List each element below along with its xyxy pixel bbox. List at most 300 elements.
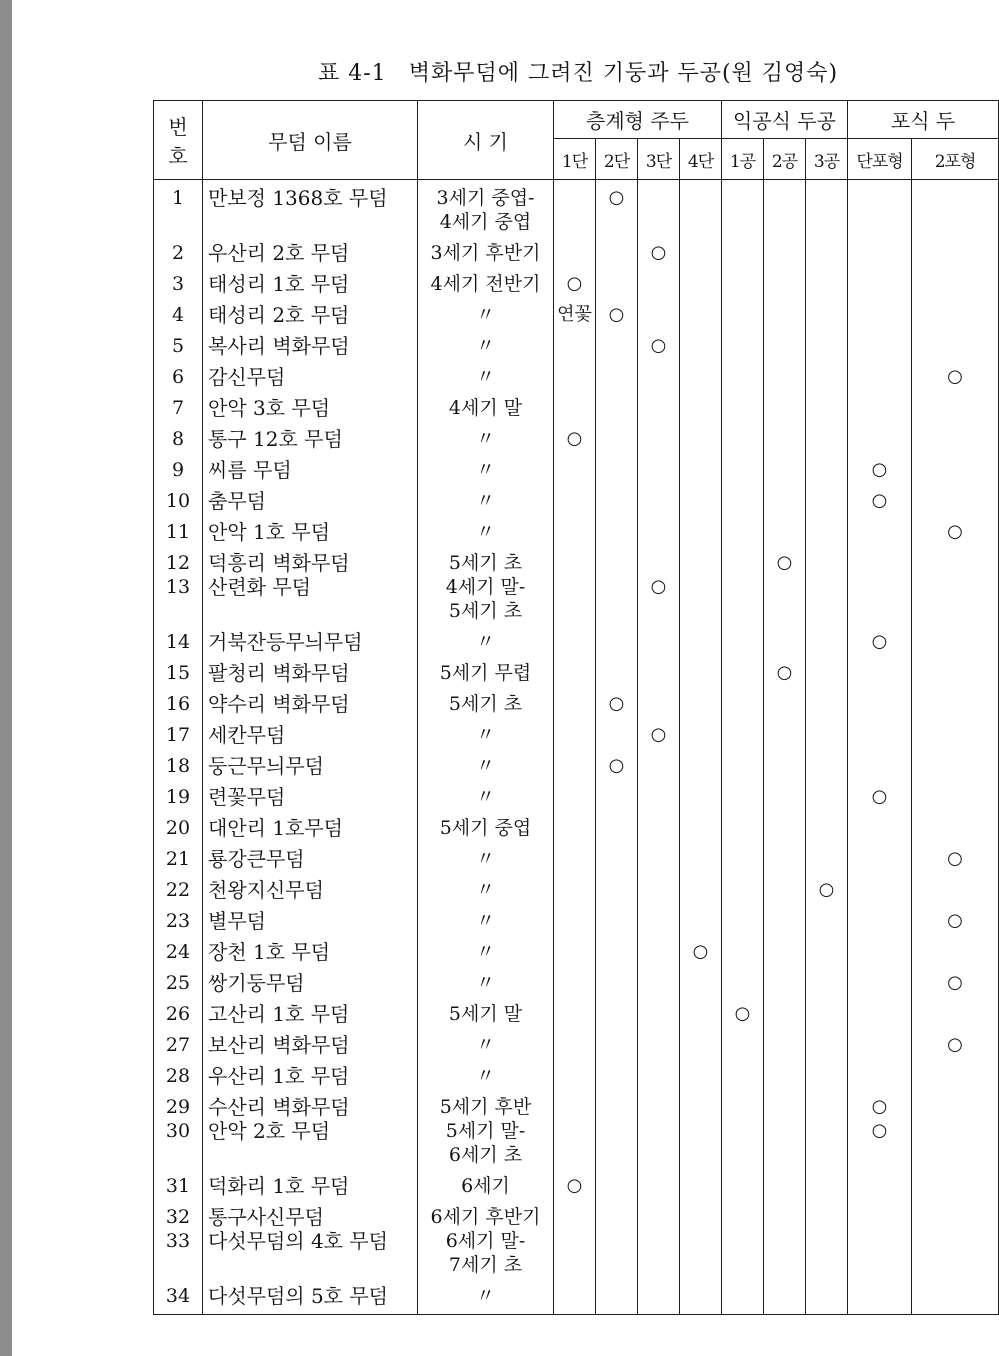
table-row xyxy=(154,451,999,482)
mark-cell xyxy=(848,654,912,685)
mark-cell xyxy=(638,933,680,964)
mark-cell xyxy=(554,747,596,778)
period-line: 〃 xyxy=(475,490,495,512)
mark-cell xyxy=(806,575,848,623)
mark-cell xyxy=(596,1277,638,1315)
table-row xyxy=(154,327,999,358)
period-line: 4세기 중엽 xyxy=(439,211,532,233)
mark-cell xyxy=(680,358,722,389)
tomb-period xyxy=(418,747,554,778)
mark-cell xyxy=(680,747,722,778)
period-line: 〃 xyxy=(475,848,495,870)
tomb-name: 보산리 벽화무덤 xyxy=(203,1026,418,1057)
tomb-name: 련꽃무덤 xyxy=(203,778,418,809)
mark-cell xyxy=(848,180,912,235)
table-row xyxy=(154,265,999,296)
mark-cell xyxy=(722,933,764,964)
row-number: 20 xyxy=(154,809,203,840)
mark-cell xyxy=(848,1229,912,1277)
row-number: 34 xyxy=(154,1277,203,1315)
mark-cell xyxy=(596,1119,638,1167)
tomb-name: 별무덤 xyxy=(203,902,418,933)
mark-cell xyxy=(722,358,764,389)
table-caption xyxy=(318,56,838,87)
tomb-name: 복사리 벽화무덤 xyxy=(203,327,418,358)
table-row xyxy=(154,1119,999,1167)
mark-cell xyxy=(638,420,680,451)
period-line: 〃 xyxy=(475,724,495,746)
mark-cell xyxy=(848,296,912,327)
mark-cell xyxy=(554,1198,596,1229)
table-row xyxy=(154,420,999,451)
mark-cell: ○ xyxy=(638,234,680,265)
mark-cell xyxy=(638,623,680,654)
mark-cell xyxy=(806,933,848,964)
mark-cell xyxy=(806,389,848,420)
mark-cell xyxy=(638,180,680,235)
mark-cell xyxy=(680,654,722,685)
mark-cell xyxy=(912,296,999,327)
mark-cell xyxy=(596,234,638,265)
mark-cell xyxy=(554,1088,596,1119)
mark-cell xyxy=(764,747,806,778)
mark-cell xyxy=(554,871,596,902)
mark-cell xyxy=(764,482,806,513)
mark-cell xyxy=(680,420,722,451)
mark-cell xyxy=(596,902,638,933)
row-number: 11 xyxy=(154,513,203,544)
mark-cell xyxy=(764,180,806,235)
mark-cell xyxy=(764,296,806,327)
mark-cell xyxy=(638,840,680,871)
mark-cell xyxy=(764,1026,806,1057)
tomb-name: 태성리 2호 무덤 xyxy=(203,296,418,327)
mark-cell xyxy=(680,716,722,747)
mark-cell xyxy=(638,1277,680,1315)
mark-cell xyxy=(638,1167,680,1198)
tomb-name: 쌍기둥무덤 xyxy=(203,964,418,995)
mark-cell xyxy=(848,840,912,871)
mark-cell xyxy=(848,265,912,296)
mark-cell xyxy=(722,482,764,513)
mark-cell xyxy=(680,809,722,840)
row-number: 27 xyxy=(154,1026,203,1057)
mark-cell xyxy=(764,902,806,933)
header-group-posik: 포식 두 xyxy=(848,101,999,139)
mark-cell: ○ xyxy=(764,544,806,575)
mark-cell: ○ xyxy=(764,654,806,685)
mark-cell xyxy=(638,747,680,778)
mark-cell: ○ xyxy=(596,685,638,716)
mark-cell xyxy=(848,685,912,716)
mark-cell xyxy=(554,513,596,544)
period-line: 〃 xyxy=(475,941,495,963)
mark-cell xyxy=(596,358,638,389)
mark-cell xyxy=(764,1229,806,1277)
mark-cell xyxy=(722,327,764,358)
tomb-period xyxy=(418,420,554,451)
mark-cell xyxy=(722,747,764,778)
mark-cell xyxy=(764,265,806,296)
mark-cell xyxy=(554,809,596,840)
mark-cell xyxy=(596,265,638,296)
tomb-name: 다섯무덤의 5호 무덤 xyxy=(203,1277,418,1315)
mark-cell xyxy=(848,716,912,747)
mark-cell xyxy=(764,933,806,964)
tomb-name: 우산리 1호 무덤 xyxy=(203,1057,418,1088)
table-row xyxy=(154,902,999,933)
tomb-name: 덕화리 1호 무덤 xyxy=(203,1167,418,1198)
header-group-pillar: 층계형 주두 xyxy=(554,101,722,139)
mark-cell xyxy=(806,482,848,513)
mark-cell xyxy=(912,1198,999,1229)
row-number: 15 xyxy=(154,654,203,685)
tomb-period xyxy=(418,995,554,1026)
mark-cell xyxy=(764,1277,806,1315)
mark-cell xyxy=(554,964,596,995)
row-number: 32 xyxy=(154,1198,203,1229)
mark-cell xyxy=(596,1167,638,1198)
mark-cell xyxy=(638,964,680,995)
row-number: 22 xyxy=(154,871,203,902)
mark-cell xyxy=(554,1277,596,1315)
table-row xyxy=(154,747,999,778)
mark-cell xyxy=(680,513,722,544)
left-margin-bar xyxy=(0,0,12,1356)
period-line: 〃 xyxy=(475,879,495,901)
period-line: 〃 xyxy=(475,786,495,808)
mark-cell: ○ xyxy=(912,902,999,933)
tomb-name: 팔청리 벽화무덤 xyxy=(203,654,418,685)
mark-cell xyxy=(638,809,680,840)
period-line: 〃 xyxy=(475,1285,495,1307)
mark-cell xyxy=(848,747,912,778)
table-row xyxy=(154,933,999,964)
mark-cell xyxy=(764,623,806,654)
mark-cell xyxy=(680,180,722,235)
mark-cell xyxy=(638,1119,680,1167)
period-line: 4세기 말- xyxy=(445,576,526,598)
row-number: 9 xyxy=(154,451,203,482)
table-row xyxy=(154,513,999,544)
mark-cell xyxy=(848,933,912,964)
mark-cell xyxy=(912,933,999,964)
mark-cell xyxy=(638,871,680,902)
mark-cell xyxy=(806,358,848,389)
mark-cell xyxy=(806,1119,848,1167)
mark-cell xyxy=(554,778,596,809)
tomb-period xyxy=(418,1229,554,1277)
mark-cell: 연꽃 xyxy=(554,296,596,327)
mark-cell xyxy=(848,1057,912,1088)
mark-cell: ○ xyxy=(638,575,680,623)
mark-cell xyxy=(638,1229,680,1277)
tomb-name: 거북잔등무늬무덤 xyxy=(203,623,418,654)
mark-cell xyxy=(680,451,722,482)
period-line: 〃 xyxy=(475,755,495,777)
mark-cell xyxy=(806,234,848,265)
tomb-name: 덕흥리 벽화무덤 xyxy=(203,544,418,575)
mark-cell xyxy=(596,654,638,685)
tomb-name: 산련화 무덤 xyxy=(203,575,418,623)
tomb-period xyxy=(418,234,554,265)
mark-cell xyxy=(722,265,764,296)
tomb-name: 통구 12호 무덤 xyxy=(203,420,418,451)
table-row xyxy=(154,1057,999,1088)
mark-cell xyxy=(912,327,999,358)
mark-cell xyxy=(806,1167,848,1198)
mark-cell xyxy=(722,902,764,933)
mark-cell xyxy=(554,575,596,623)
tomb-period xyxy=(418,871,554,902)
tomb-name: 안악 2호 무덤 xyxy=(203,1119,418,1167)
sub-header-cell: 2포형 xyxy=(912,139,999,180)
mark-cell xyxy=(912,809,999,840)
period-line: 〃 xyxy=(475,1065,495,1087)
table-row xyxy=(154,995,999,1026)
period-line: 5세기 초 xyxy=(448,552,523,574)
mark-cell xyxy=(912,1167,999,1198)
mark-cell xyxy=(764,778,806,809)
tomb-name: 천왕지신무덤 xyxy=(203,871,418,902)
period-line: 〃 xyxy=(475,521,495,543)
tomb-period xyxy=(418,902,554,933)
mark-cell xyxy=(722,180,764,235)
table-row xyxy=(154,482,999,513)
mark-cell xyxy=(722,1277,764,1315)
mark-cell xyxy=(764,964,806,995)
row-number: 29 xyxy=(154,1088,203,1119)
mark-cell xyxy=(722,840,764,871)
row-number: 13 xyxy=(154,575,203,623)
mark-cell xyxy=(596,575,638,623)
mark-cell xyxy=(764,420,806,451)
period-line: 〃 xyxy=(475,972,495,994)
mark-cell: ○ xyxy=(848,778,912,809)
tomb-period xyxy=(418,716,554,747)
mark-cell xyxy=(806,685,848,716)
mark-cell: ○ xyxy=(848,1119,912,1167)
mark-cell xyxy=(764,451,806,482)
tomb-name: 씨름 무덤 xyxy=(203,451,418,482)
mark-cell: ○ xyxy=(638,327,680,358)
sub-header-cell: 1공 xyxy=(722,139,764,180)
tomb-name: 안악 3호 무덤 xyxy=(203,389,418,420)
mark-cell xyxy=(638,995,680,1026)
sub-header-cell: 3공 xyxy=(806,139,848,180)
mark-cell xyxy=(680,1057,722,1088)
mark-cell xyxy=(806,1198,848,1229)
mark-cell xyxy=(806,265,848,296)
mark-cell xyxy=(638,451,680,482)
mark-cell xyxy=(554,716,596,747)
mark-cell xyxy=(912,623,999,654)
period-line: 〃 xyxy=(475,631,495,653)
mark-cell xyxy=(806,747,848,778)
header-period: 시 기 xyxy=(418,101,554,180)
mark-cell xyxy=(848,575,912,623)
mark-cell: ○ xyxy=(912,358,999,389)
row-number: 33 xyxy=(154,1229,203,1277)
mark-cell xyxy=(722,778,764,809)
mark-cell xyxy=(680,1026,722,1057)
row-number: 17 xyxy=(154,716,203,747)
mark-cell xyxy=(722,809,764,840)
period-line: 6세기 초 xyxy=(448,1144,523,1166)
mark-cell xyxy=(680,1167,722,1198)
mark-cell xyxy=(912,747,999,778)
mark-cell xyxy=(806,1088,848,1119)
mark-cell xyxy=(764,358,806,389)
tomb-name: 약수리 벽화무덤 xyxy=(203,685,418,716)
mark-cell xyxy=(764,995,806,1026)
row-number: 28 xyxy=(154,1057,203,1088)
tomb-table xyxy=(153,100,999,1315)
mark-cell xyxy=(912,1057,999,1088)
row-number: 3 xyxy=(154,265,203,296)
mark-cell xyxy=(638,296,680,327)
mark-cell xyxy=(722,544,764,575)
mark-cell xyxy=(764,840,806,871)
tomb-name: 장천 1호 무덤 xyxy=(203,933,418,964)
mark-cell xyxy=(554,358,596,389)
table-row xyxy=(154,296,999,327)
row-number: 14 xyxy=(154,623,203,654)
mark-cell xyxy=(638,358,680,389)
mark-cell xyxy=(912,544,999,575)
mark-cell xyxy=(912,995,999,1026)
mark-cell xyxy=(722,964,764,995)
tomb-period xyxy=(418,1119,554,1167)
mark-cell xyxy=(806,964,848,995)
mark-cell xyxy=(764,513,806,544)
mark-cell xyxy=(554,1026,596,1057)
mark-cell xyxy=(680,1198,722,1229)
row-number: 23 xyxy=(154,902,203,933)
tomb-name: 고산리 1호 무덤 xyxy=(203,995,418,1026)
mark-cell xyxy=(596,482,638,513)
mark-cell xyxy=(912,1119,999,1167)
mark-cell xyxy=(848,1167,912,1198)
mark-cell xyxy=(912,1277,999,1315)
mark-cell xyxy=(638,265,680,296)
row-number: 19 xyxy=(154,778,203,809)
mark-cell xyxy=(680,327,722,358)
mark-cell xyxy=(912,575,999,623)
mark-cell xyxy=(764,389,806,420)
tomb-name: 대안리 1호무덤 xyxy=(203,809,418,840)
tomb-period xyxy=(418,809,554,840)
mark-cell xyxy=(680,544,722,575)
mark-cell xyxy=(806,654,848,685)
period-line: 〃 xyxy=(475,459,495,481)
sub-header-cell: 2공 xyxy=(764,139,806,180)
mark-cell: ○ xyxy=(596,747,638,778)
tomb-period xyxy=(418,1088,554,1119)
mark-cell xyxy=(680,685,722,716)
mark-cell xyxy=(596,933,638,964)
mark-cell xyxy=(554,482,596,513)
mark-cell xyxy=(848,964,912,995)
table-row xyxy=(154,1026,999,1057)
mark-cell xyxy=(680,389,722,420)
mark-cell xyxy=(554,451,596,482)
mark-cell: ○ xyxy=(554,265,596,296)
mark-cell xyxy=(722,420,764,451)
period-line: 5세기 중엽 xyxy=(439,817,532,839)
tomb-period xyxy=(418,513,554,544)
tomb-name: 룡강큰무덤 xyxy=(203,840,418,871)
mark-cell xyxy=(764,1119,806,1167)
mark-cell xyxy=(554,327,596,358)
mark-cell xyxy=(722,1119,764,1167)
row-number: 16 xyxy=(154,685,203,716)
period-line: 〃 xyxy=(475,366,495,388)
mark-cell xyxy=(638,513,680,544)
sub-header-cell: 단포형 xyxy=(848,139,912,180)
mark-cell xyxy=(596,420,638,451)
mark-cell xyxy=(554,1119,596,1167)
mark-cell xyxy=(912,654,999,685)
tomb-name: 감신무덤 xyxy=(203,358,418,389)
mark-cell xyxy=(596,623,638,654)
mark-cell: ○ xyxy=(912,513,999,544)
mark-cell xyxy=(554,389,596,420)
mark-cell xyxy=(806,1026,848,1057)
mark-cell xyxy=(680,1088,722,1119)
period-line: 3세기 후반기 xyxy=(430,242,541,264)
table-row xyxy=(154,840,999,871)
mark-cell xyxy=(596,513,638,544)
mark-cell xyxy=(638,482,680,513)
mark-cell xyxy=(722,389,764,420)
mark-cell xyxy=(848,389,912,420)
mark-cell xyxy=(722,654,764,685)
tomb-period xyxy=(418,327,554,358)
mark-cell xyxy=(912,716,999,747)
mark-cell xyxy=(680,995,722,1026)
mark-cell xyxy=(680,1119,722,1167)
mark-cell: ○ xyxy=(912,964,999,995)
mark-cell xyxy=(764,1088,806,1119)
mark-cell xyxy=(722,871,764,902)
mark-cell xyxy=(680,1277,722,1315)
table-row xyxy=(154,180,999,235)
row-number: 7 xyxy=(154,389,203,420)
mark-cell xyxy=(638,544,680,575)
mark-cell xyxy=(554,654,596,685)
mark-cell xyxy=(848,1198,912,1229)
table-body xyxy=(154,180,999,1315)
table-row xyxy=(154,1198,999,1229)
mark-cell xyxy=(554,1057,596,1088)
mark-cell xyxy=(806,1229,848,1277)
period-line: 〃 xyxy=(475,428,495,450)
mark-cell: ○ xyxy=(554,420,596,451)
mark-cell xyxy=(554,685,596,716)
mark-cell xyxy=(806,809,848,840)
table-row xyxy=(154,809,999,840)
mark-cell xyxy=(638,778,680,809)
tomb-period xyxy=(418,389,554,420)
tomb-period xyxy=(418,1026,554,1057)
table-row xyxy=(154,575,999,623)
mark-cell xyxy=(596,544,638,575)
mark-cell xyxy=(596,716,638,747)
mark-cell xyxy=(722,1088,764,1119)
period-line: 5세기 초 xyxy=(448,693,523,715)
mark-cell xyxy=(722,1167,764,1198)
